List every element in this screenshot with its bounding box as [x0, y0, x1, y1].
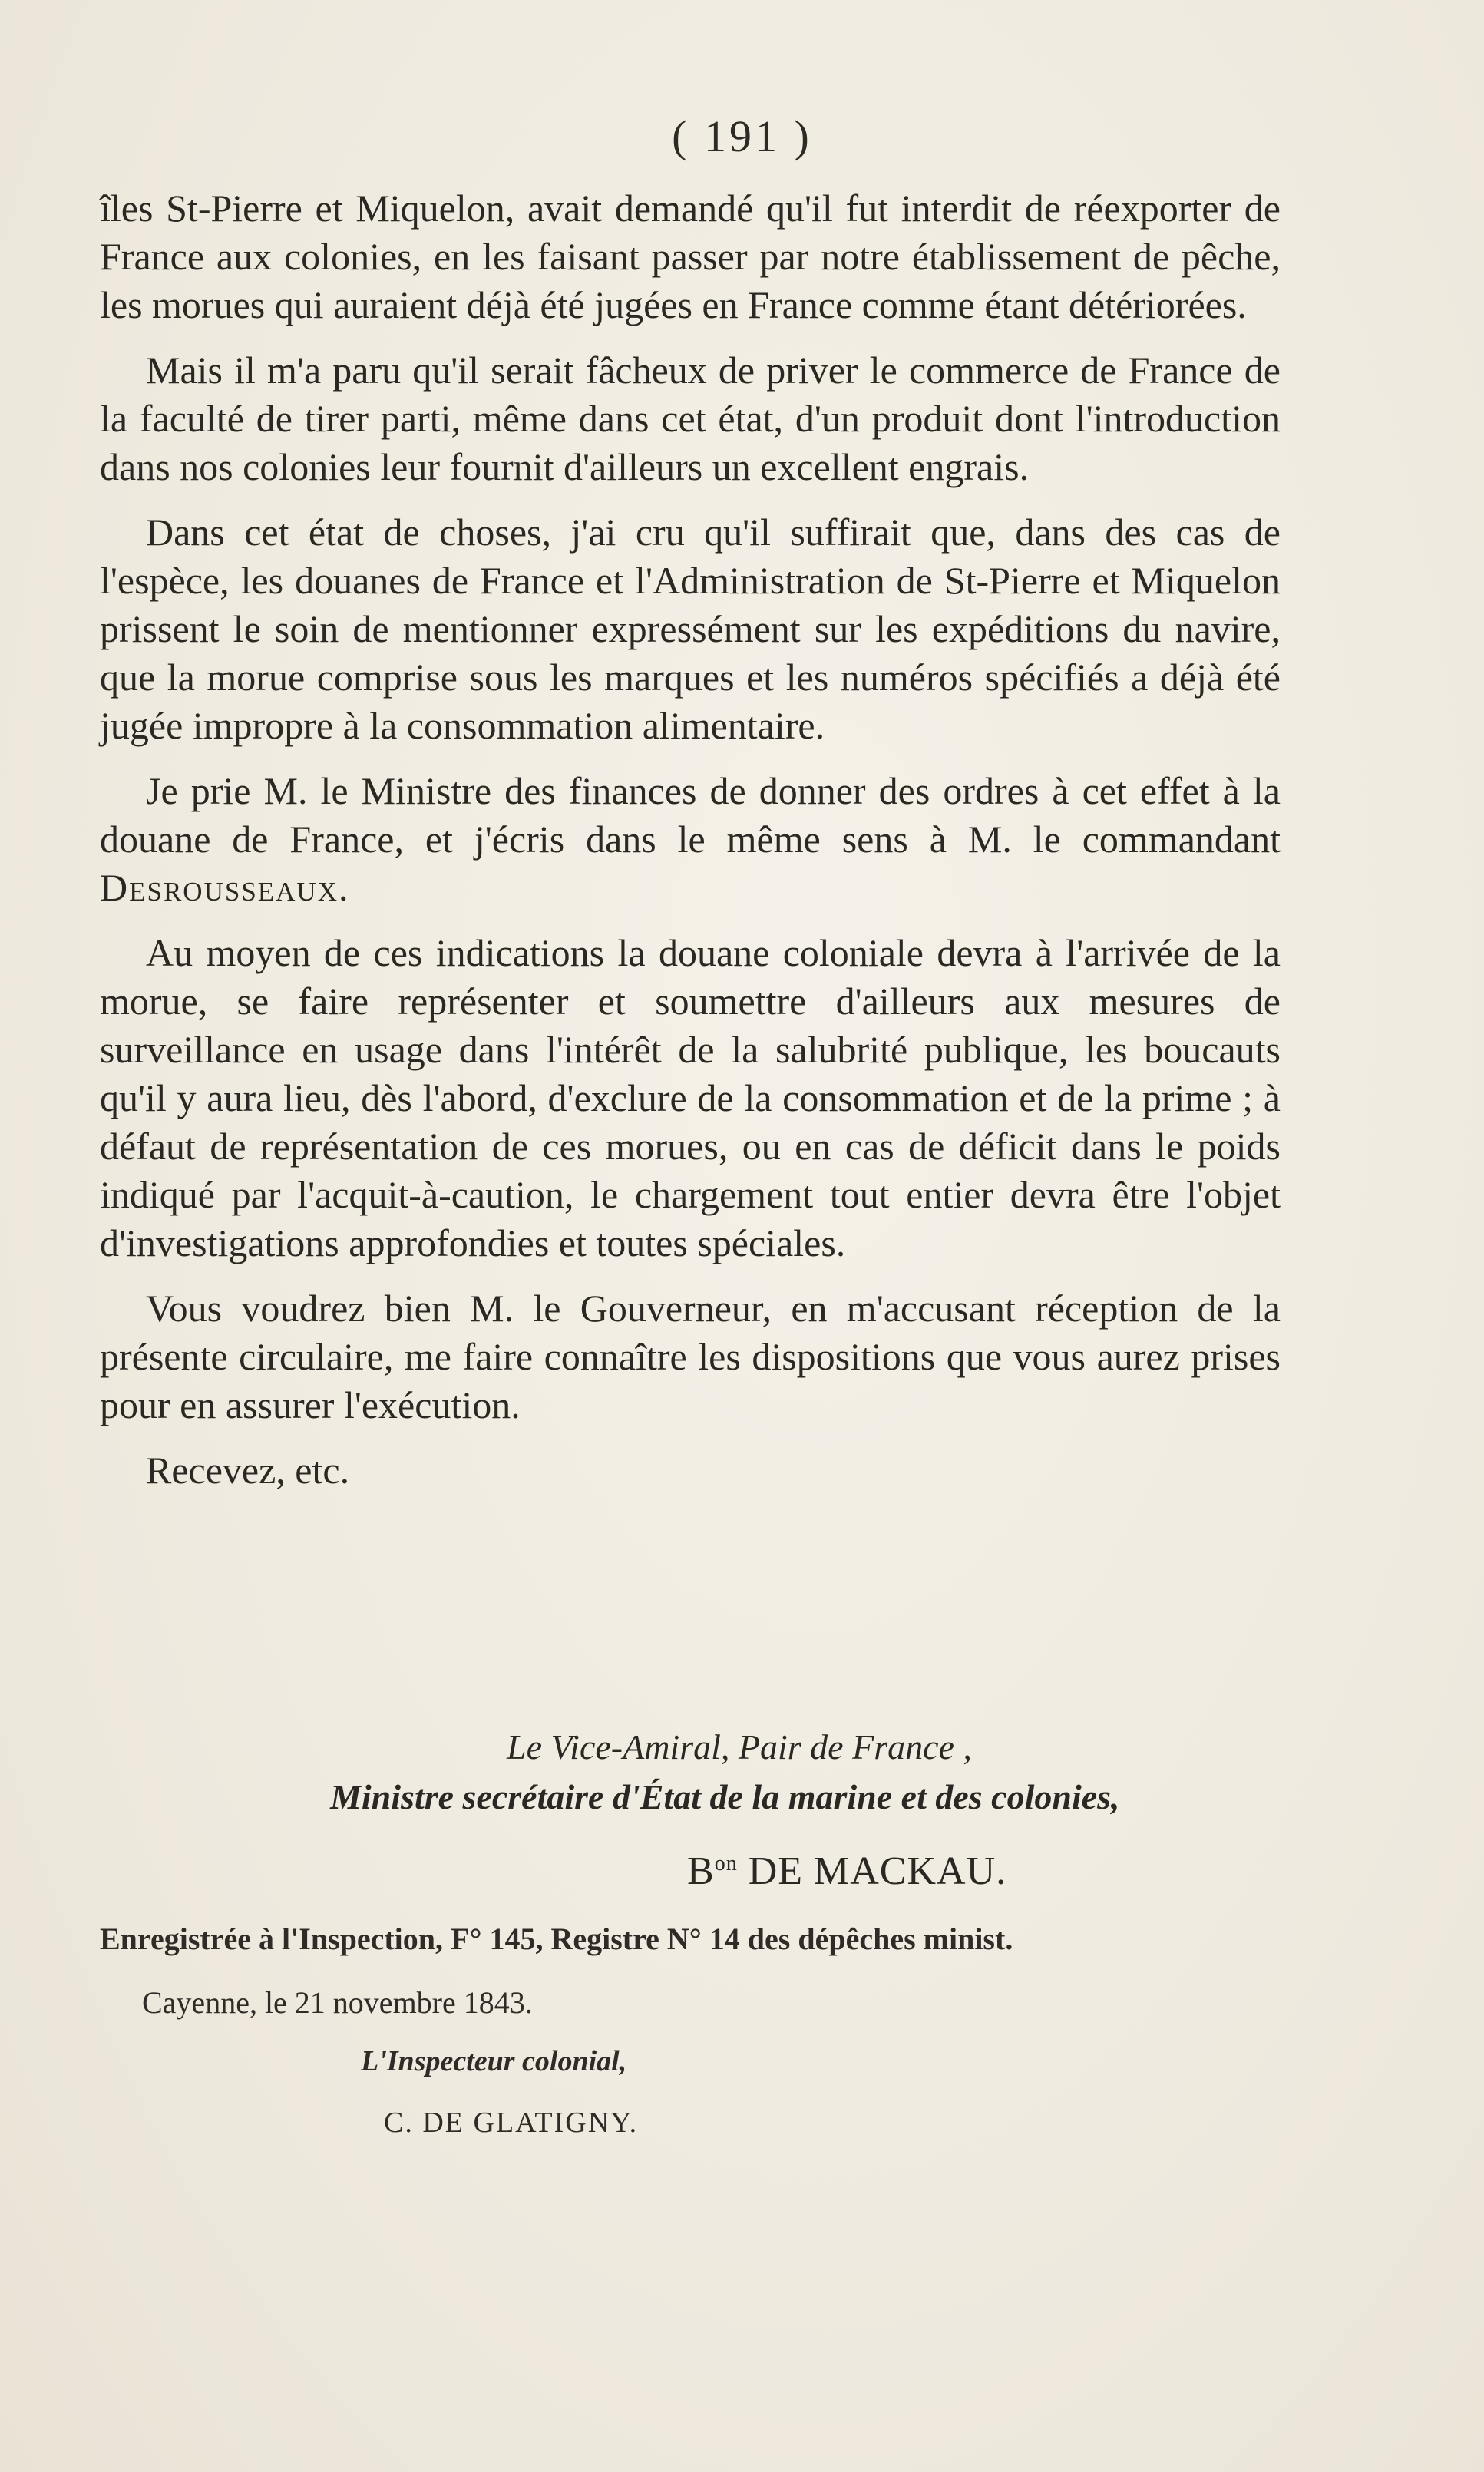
- paragraph-governor: Vous voudrez bien M. le Gouverneur, en m'accusant réception de la présente circulaire, me faire connaître les dispositions que vous aurez prises pour en assurer l'exécution.: [100, 1287, 1281, 1426]
- signature-title-sup: on: [714, 1852, 738, 1875]
- letter-body: [100, 184, 1281, 1512]
- commander-name: Desrousseaux: [100, 866, 339, 909]
- paragraph-minister-text: Je prie M. le Ministre des finances de donner des ordres à cet effet à la douane de France, et j'écris dans le même sens à M. le commandant: [100, 769, 1281, 861]
- place-date: Cayenne, le 21 novembre 1843.: [142, 1985, 533, 2020]
- inspector-title: L'Inspecteur colonial,: [361, 2045, 627, 2077]
- paragraph-closing: Recevez, etc.: [146, 1449, 350, 1492]
- signature-surname: DE MACKAU.: [737, 1849, 1007, 1893]
- paragraph-minister-end: .: [339, 866, 349, 909]
- signature-rank: Le Vice-Amiral, Pair de France ,: [507, 1727, 972, 1766]
- signature-name: [687, 1841, 1006, 1895]
- paragraph-colonial-customs: Au moyen de ces indications la douane coloniale devra à l'arrivée de la morue, se faire représenter et soumettre d'ailleurs aux mesures de surveillance en usage dans l'intérêt de la salubrité publique, les boucauts qu'il y aura lieu, dès l'abord, d'exclure de la consommation et de la prime ; à défaut de représentation de ces morues, ou en cas de déficit dans le poids indiqué par l'acquit-à-caution, le chargement tout entier devra être l'objet d'investigations approfondies et toutes spéciales.: [100, 931, 1281, 1264]
- registration-note: Enregistrée à l'Inspection, F° 145, Registre N° 14 des dépêches minist.: [100, 1922, 1013, 1956]
- paragraph-minister: [100, 767, 1281, 912]
- inspector-name: C. DE GLATIGNY.: [384, 2107, 639, 2139]
- page-number: ( 191 ): [672, 111, 812, 161]
- signature-office: Ministre secrétaire d'État de la marine et des colonies,: [330, 1777, 1120, 1816]
- paragraph-customs: Dans cet état de choses, j'ai cru qu'il suffirait que, dans des cas de l'espèce, les douanes de France et l'Administration de St-Pierre et Miquelon prissent le soin de mentionner expressément sur les expéditions du navire, que la morue comprise sous les marques et les numéros spécifiés a déjà été jugée impropre à la consommation alimentaire.: [100, 511, 1281, 747]
- paragraph-continuation: îles St-Pierre et Miquelon, avait demandé qu'il fut interdit de réexporter de France aux colonies, en les faisant passer par notre établissement de pêche, les morues qui auraient déjà été jugées en France comme étant détériorées.: [100, 187, 1281, 326]
- signature-title-abbrev: B: [687, 1849, 715, 1893]
- paragraph-commerce: Mais il m'a paru qu'il serait fâcheux de priver le commerce de France de la faculté de tirer parti, même dans cet état, d'un produit dont l'introduction dans nos colonies leur fournit d'ailleurs un excellent engrais.: [100, 349, 1281, 488]
